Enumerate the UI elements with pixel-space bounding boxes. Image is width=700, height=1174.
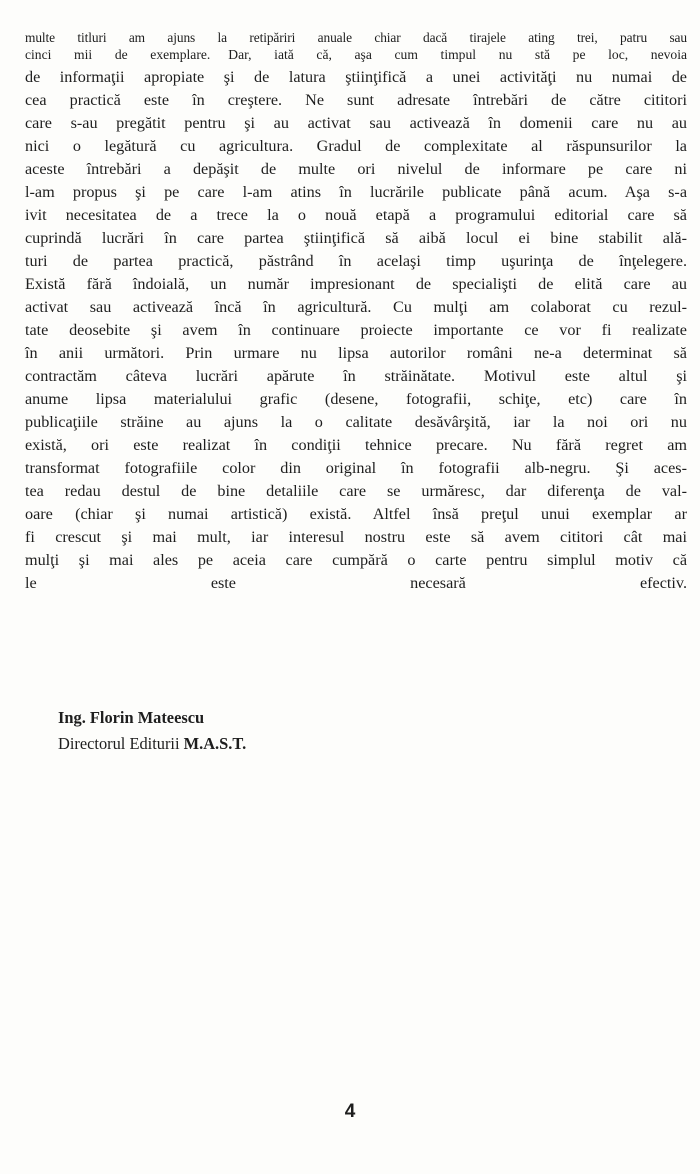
text-line: turi de partea practică, păstrând în acelaşi timp uşurinţa de înţelegere. [25, 252, 687, 270]
text-line: mulţi şi mai ales pe aceia care cumpără o carte pentru simplul motiv că [25, 551, 687, 569]
text-line [25, 46, 687, 66]
body-paragraph [25, 30, 687, 618]
text-fragment: cinci mii de exemplare. [25, 47, 211, 62]
text-line: anume lipsa materialului grafic (desene, fotografii, schiţe, etc) care în [25, 390, 687, 408]
text-line: l-am propus şi pe care l-am atins în lucrările publicate până acum. Aşa s-a [25, 183, 687, 201]
text-line: Există fără îndoială, un număr impresionant de specialişti de elită care au [25, 275, 687, 293]
role-title: Directorul Editurii [58, 734, 180, 753]
text-line: există, ori este realizat în condiţii tehnice precare. Nu fără regret am [25, 436, 687, 454]
text-line: tate deosebite şi avem în continuare proiecte importante ce vor fi realizate [25, 321, 687, 339]
text-line: multe titluri am ajuns la retipăriri anuale chiar dacă tirajele ating trei, patru sau [25, 30, 687, 45]
page-number: 4 [344, 1101, 356, 1122]
text-line: oare (chiar şi numai artistică) există. Altfel însă preţul unui exemplar ar [25, 505, 687, 523]
text-line: contractăm câteva lucrări apărute în străinătate. Motivul este altul şi [25, 367, 687, 385]
text-line: tea redau destul de bine detaliile care se urmăresc, dar diferenţa de val- [25, 482, 687, 500]
author-role [58, 731, 246, 757]
text-line: în anii următori. Prin urmare nu lipsa autorilor români ne-a determinat să [25, 344, 687, 362]
text-line: nici o legătură cu agricultura. Gradul de complexitate al răspunsurilor la [25, 137, 687, 155]
text-line: transformat fotografiile color din original în fotografii alb-negru. Şi aces- [25, 459, 687, 477]
text-line: care s-au pregătit pentru şi au activat sau activează în domenii care nu au [25, 114, 687, 132]
publisher-name: M.A.S.T. [183, 734, 247, 753]
author-name: Ing. Florin Mateescu [58, 708, 205, 727]
text-line: publicaţiile străine au ajuns la o calitate desăvârşită, iar la noi ori nu [25, 413, 687, 431]
text-line: cea practică este în creştere. Ne sunt adresate întrebări de către cititori [25, 91, 687, 109]
signature-block [58, 704, 246, 757]
text-line: ivit necesitatea de a trece la o nouă etapă a programului editorial care să [25, 206, 687, 224]
text-line: aceste întrebări a depăşit de multe ori nivelul de informare pe care ni [25, 160, 687, 178]
text-line [25, 595, 687, 618]
text-line: le este necesară efectiv. [25, 574, 687, 592]
text-fragment: Dar, iată că, aşa cum timpul nu stă pe loc, nevoia [228, 47, 688, 62]
text-line: cuprindă lucrări în care partea ştiinţifică să aibă locul ei bine stabilit ală- [25, 229, 687, 247]
text-line: activat sau activează încă în agricultură. Cu mulţi am colaborat cu rezul- [25, 298, 687, 316]
text-line: de informaţii apropiate şi de latura ştiinţifică a unei activităţi nu numai de [25, 68, 687, 86]
text-line: fi crescut şi mai mult, iar interesul nostru este să avem cititori cât mai [25, 528, 687, 546]
